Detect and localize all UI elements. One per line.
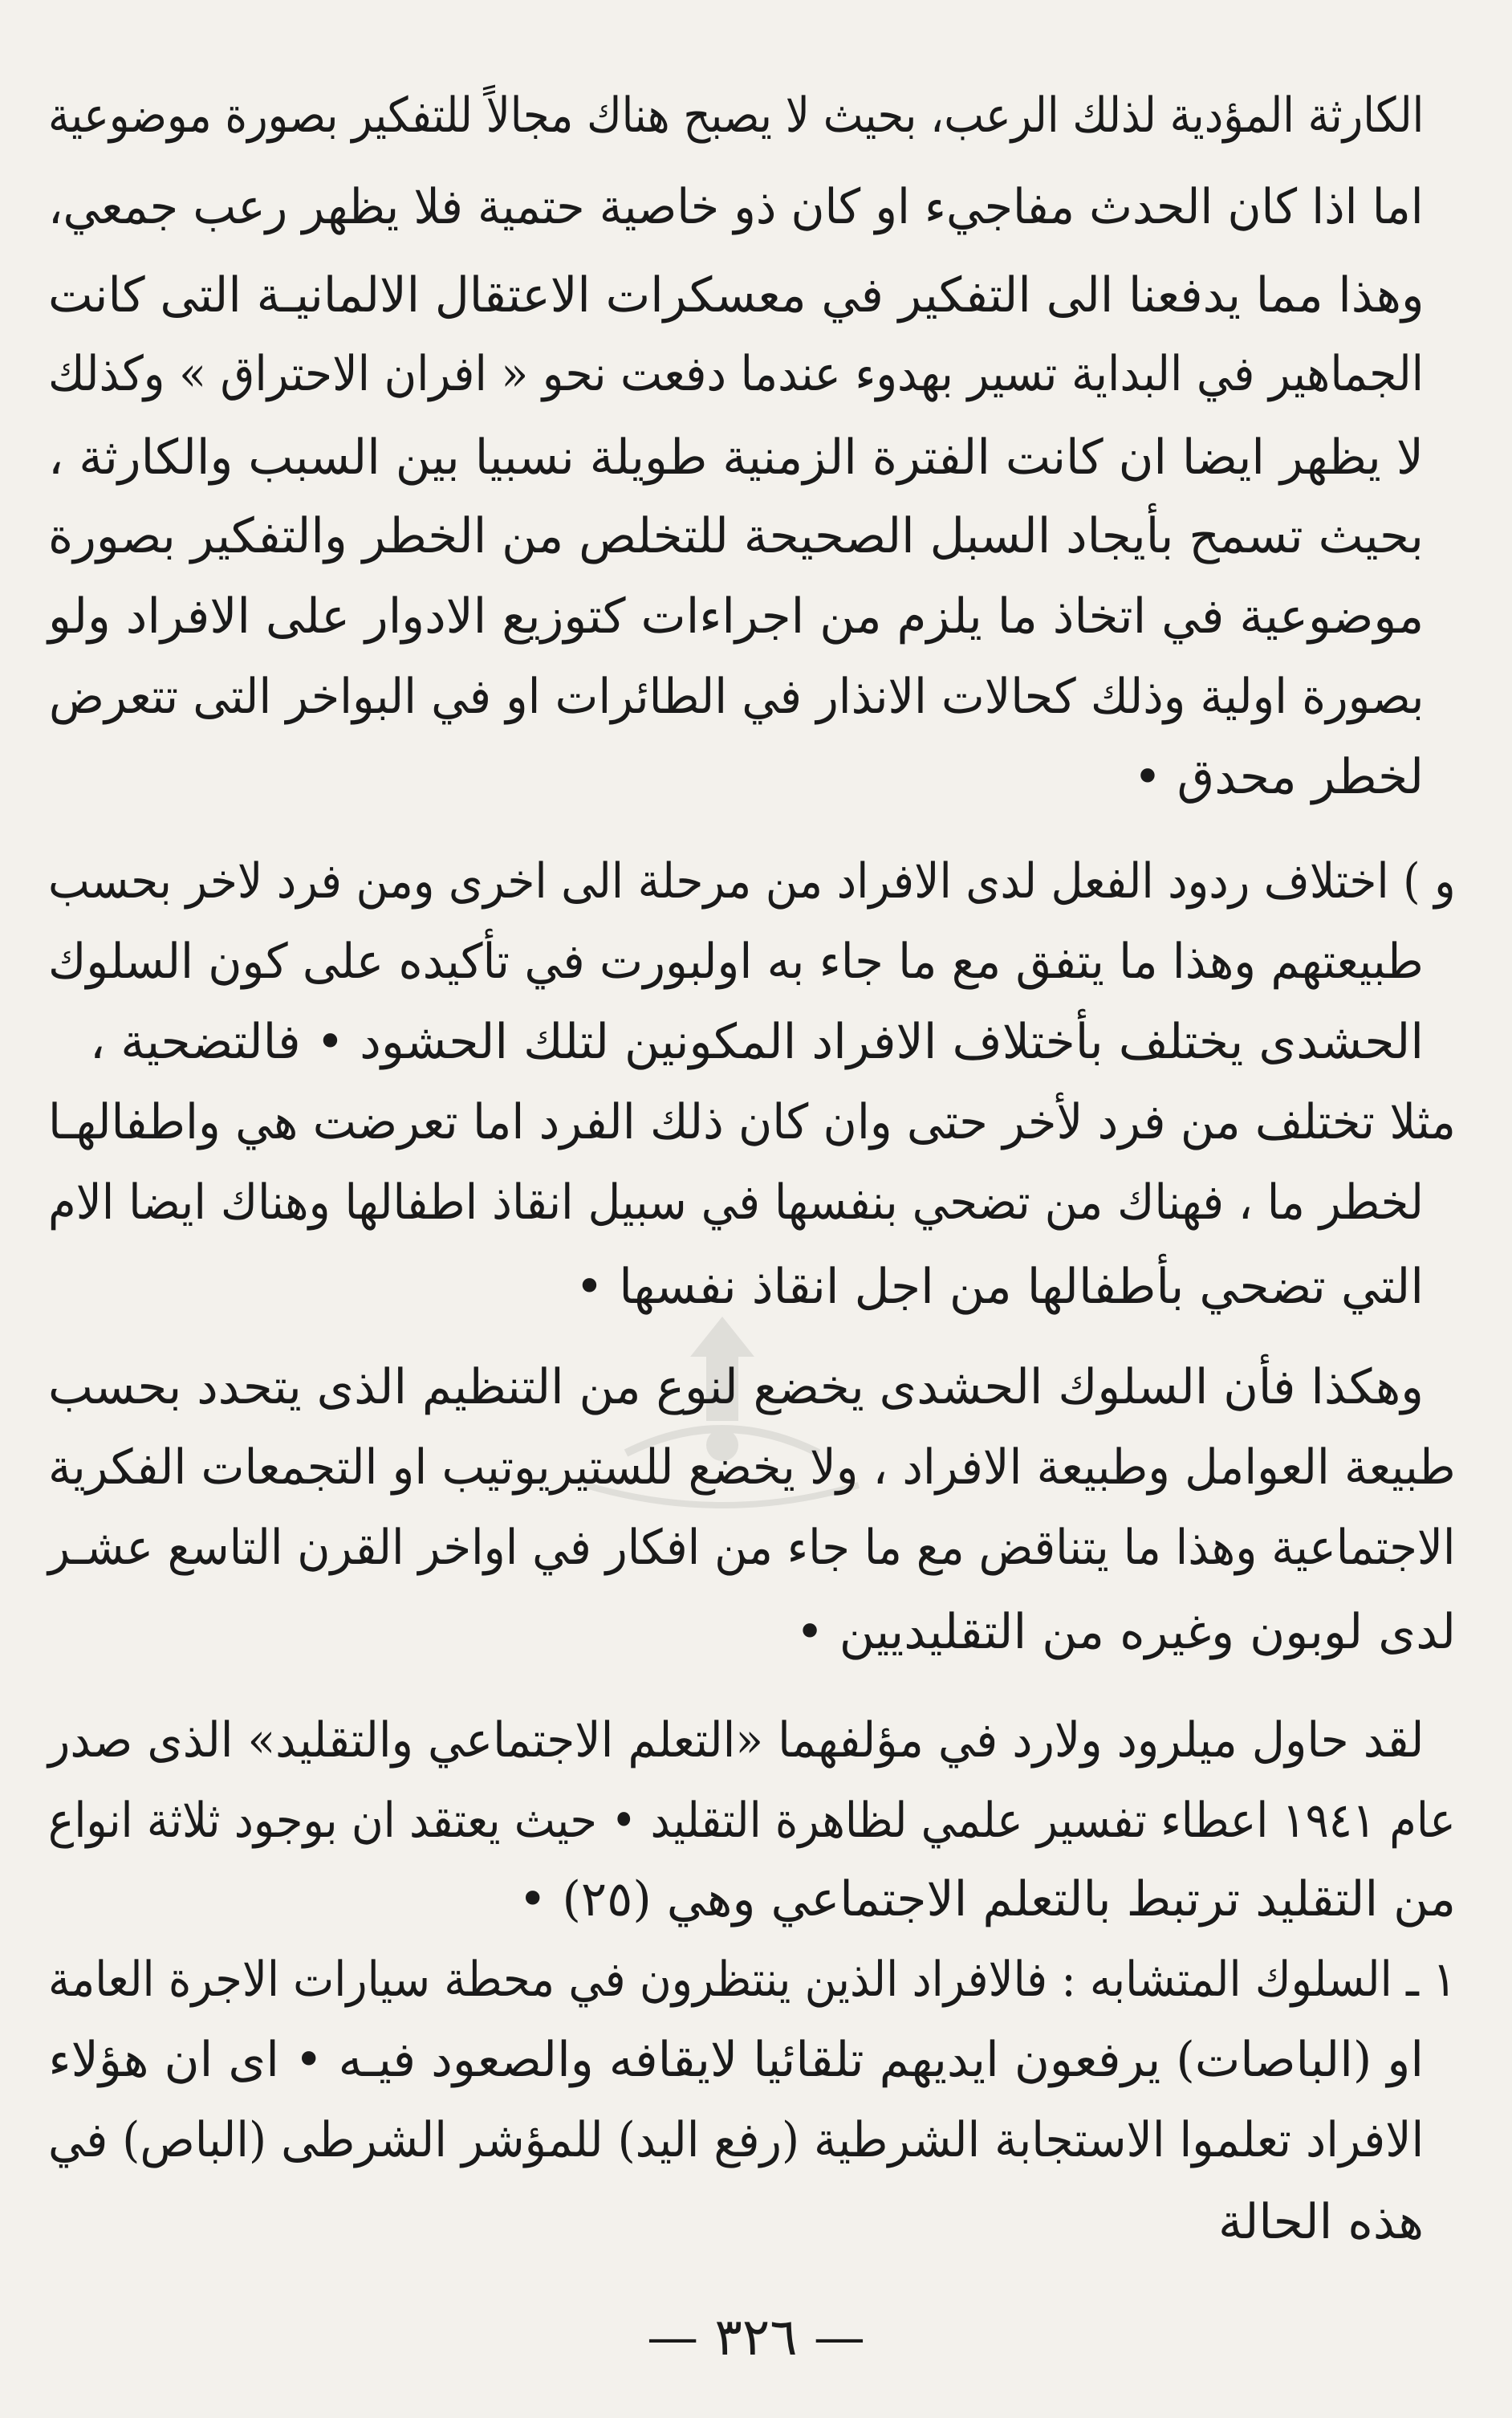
text-line: و ) اختلاف ردود الفعل لدى الافراد من مرحلة الى اخرى ومن فرد لاخر بحسب — [48, 853, 1456, 910]
text-line: بحيث تسمح بأيجاد السبل الصحيحة للتخلص من الخطر والتفكير بصورة — [48, 508, 1424, 564]
text-line: وهذا مما يدفعنا الى التفكير في معسكرات الاعتقال الالمانيـة التى كانت — [47, 267, 1424, 324]
text-line: اما اذا كان الحدث مفاجيء او كان ذو خاصية حتمية فلا يظهر رعب جمعي، — [48, 179, 1424, 235]
text-line: لخطر محدق • — [1133, 749, 1424, 805]
text-line: طبيعتهم وهذا ما يتفق مع ما جاء به اولبورت في تأكيده على كون السلوك — [48, 934, 1424, 990]
text-line: التي تضحي بأطفالها من اجل انقاذ نفسها • — [575, 1259, 1424, 1315]
text-line: او (الباصات) يرفعون ايديهم تلقائيا لايقافه والصعود فيـه • اى ان هؤلاء — [48, 2032, 1424, 2088]
text-line: لدى لوبون وغيره من التقليديين • — [795, 1604, 1456, 1660]
text-line: لا يظهر ايضا ان كانت الفترة الزمنية طويلة نسبيا بين السبب والكارثة ، — [48, 429, 1424, 486]
text-line: عام ١٩٤١ اعطاء تفسير علمي لظاهرة التقليد • حيث يعتقد ان بوجود ثلاثة انواع — [48, 1793, 1456, 1849]
text-line: الحشدى يختلف بأختلاف الافراد المكونين لتلك الحشود • فالتضحية ، — [89, 1014, 1424, 1070]
text-line: من التقليد ترتبط بالتعلم الاجتماعي وهي (٢٥) • — [518, 1871, 1456, 1927]
text-line: طبيعة العوامل وطبيعة الافراد ، ولا يخضع للستيريوتيب او التجمعات الفكرية — [48, 1439, 1456, 1496]
text-line: وهكذا فأن السلوك الحشدى يخضع لنوع من التنظيم الذى يتحدد بحسب — [48, 1359, 1424, 1415]
text-line: الكارثة المؤدية لذلك الرعب، بحيث لا يصبح هناك مجالاً للتفكير بصورة موضوعية — [47, 88, 1424, 144]
text-line: الجماهير في البداية تسير بهدوء عندما دفعت نحو « افران الاحتراق » وكذلك — [47, 346, 1424, 402]
text-line: هذه الحالة — [1217, 2194, 1424, 2250]
text-line: ١ ـ السلوك المتشابه : فالافراد الذين ينتظرون في محطة سيارات الاجرة العامة — [47, 1952, 1456, 2008]
text-line: الاجتماعية وهذا ما يتناقض مع ما جاء من افكار في اواخر القرن التاسع عشـر — [48, 1520, 1456, 1576]
text-line: الافراد تعلموا الاستجابة الشرطية (رفع اليد) للمؤشر الشرطى (الباص) في — [47, 2112, 1424, 2168]
text-line: لقد حاول ميلرود ولارد في مؤلفهما «التعلم الاجتماعي والتقليد» الذى صدر — [47, 1712, 1424, 1769]
text-line: لخطر ما ، فهناك من تضحي بنفسها في سبيل انقاذ اطفالها وهناك ايضا الام — [48, 1174, 1424, 1231]
page-number: — ٣٢٦ — — [647, 2308, 865, 2367]
text-line: مثلا تختلف من فرد لأخر حتى وان كان ذلك الفرد اما تعرضت هي واطفالهـا — [48, 1094, 1456, 1150]
text-line: موضوعية في اتخاذ ما يلزم من اجراءات كتوزيع الادوار على الافراد ولو — [47, 588, 1424, 645]
text-line: بصورة اولية وذلك كحالات الانذار في الطائرات او في البواخر التى تتعرض — [48, 669, 1424, 725]
